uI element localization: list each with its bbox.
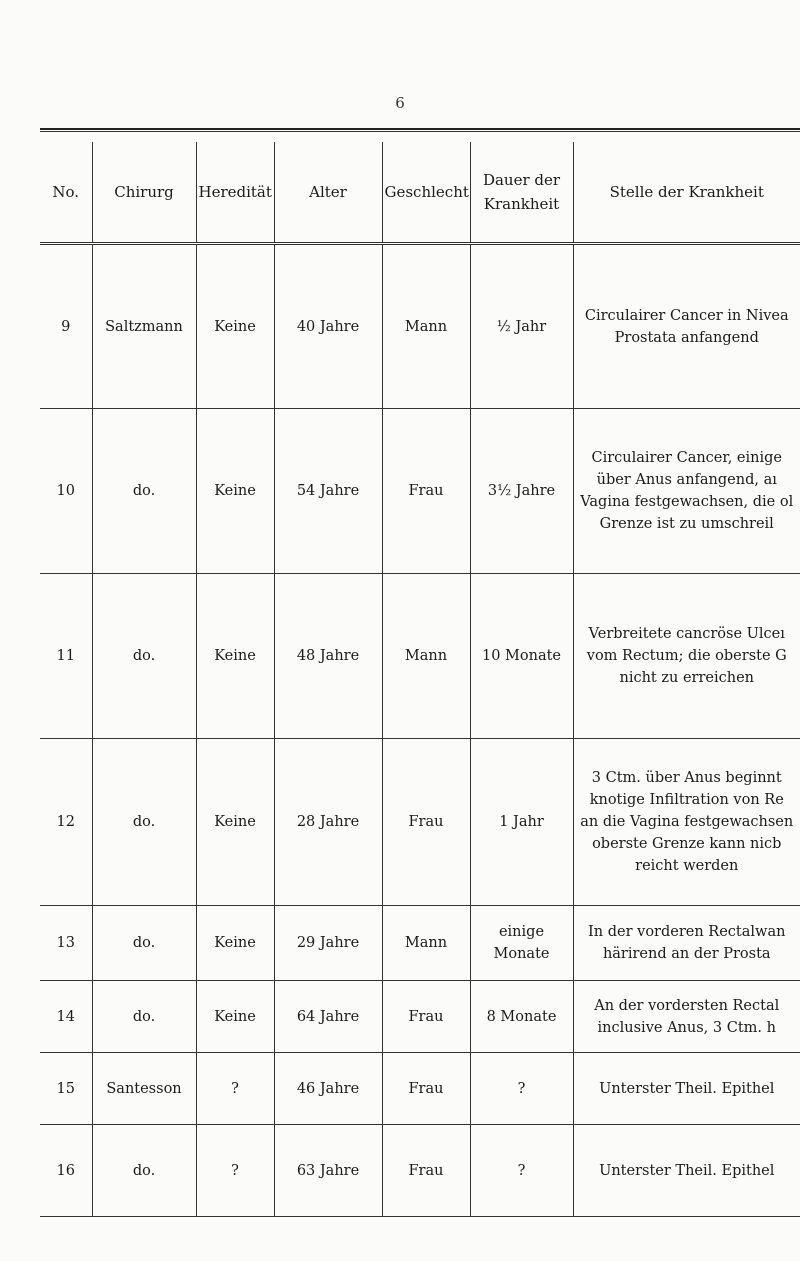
cell-alter: 63 Jahre <box>274 1125 382 1217</box>
cell-dauer: 10 Monate <box>470 574 573 739</box>
stelle-line: inclusive Anus, 3 Ctm. h <box>597 1019 776 1036</box>
cell-alter: 64 Jahre <box>274 981 382 1053</box>
stelle-line: reicht werden <box>635 858 739 874</box>
cell-chirurg: Santesson <box>92 1053 196 1125</box>
stelle-line: vom Rectum; die oberste G <box>586 648 787 664</box>
header-dauer: Dauer der Krankheit <box>470 142 573 244</box>
stelle-line: an die Vagina festgewachsen <box>580 814 794 830</box>
cell-stelle <box>573 409 800 574</box>
stelle-line: 3 Ctm. über Anus beginnt <box>591 770 782 786</box>
case-table <box>40 142 800 1217</box>
cell-no: 14 <box>40 981 92 1053</box>
table-row <box>40 244 800 409</box>
cell-no: 9 <box>40 244 92 409</box>
cell-no: 15 <box>40 1053 92 1125</box>
cell-hereditat: Keine <box>196 981 274 1053</box>
cell-stelle <box>573 1125 800 1217</box>
cell-dauer: 3½ Jahre <box>470 409 573 574</box>
stelle-line: Circulairer Cancer in Nivea <box>584 307 789 324</box>
stelle-line: oberste Grenze kann nicb <box>592 836 782 852</box>
stelle-line: Verbreitete cancröse Ulceı <box>588 626 785 642</box>
table-row <box>40 1053 800 1125</box>
cell-dauer: ? <box>470 1125 573 1217</box>
page-number: 6 <box>395 94 405 112</box>
stelle-line: nicht zu erreichen <box>619 670 754 686</box>
stelle-line: An der vordersten Rectal <box>594 997 780 1014</box>
header-no: No. <box>40 142 92 244</box>
header-alter: Alter <box>274 142 382 244</box>
cell-stelle <box>573 981 800 1053</box>
stelle-line: Circulairer Cancer, einige <box>591 450 782 466</box>
cell-stelle <box>573 739 800 906</box>
cell-chirurg: do. <box>92 981 196 1053</box>
cell-hereditat: ? <box>196 1125 274 1217</box>
stelle-line: knotige Infiltration von Re <box>589 792 784 808</box>
cell-chirurg: do. <box>92 906 196 981</box>
cell-alter: 29 Jahre <box>274 906 382 981</box>
cell-alter: 46 Jahre <box>274 1053 382 1125</box>
header-row <box>40 142 800 244</box>
cell-alter: 54 Jahre <box>274 409 382 574</box>
top-rule <box>40 128 800 130</box>
stelle-line: über Anus anfangend, aı <box>596 472 777 488</box>
cell-hereditat: Keine <box>196 574 274 739</box>
cell-stelle <box>573 906 800 981</box>
stelle-line: Vagina festgewachsen, die ol <box>580 494 794 510</box>
top-rule-thin <box>40 131 800 132</box>
cell-no: 13 <box>40 906 92 981</box>
cell-hereditat: Keine <box>196 906 274 981</box>
table-row <box>40 906 800 981</box>
cell-no: 12 <box>40 739 92 906</box>
header-chirurg: Chirurg <box>92 142 196 244</box>
cell-chirurg: Saltzmann <box>92 244 196 409</box>
cell-no: 16 <box>40 1125 92 1217</box>
cell-geschlecht: Mann <box>382 244 470 409</box>
cell-chirurg: do. <box>92 1125 196 1217</box>
cell-geschlecht: Frau <box>382 1053 470 1125</box>
cell-hereditat: Keine <box>196 244 274 409</box>
cell-dauer: 8 Monate <box>470 981 573 1053</box>
stelle-line: Unterster Theil. Epithel <box>599 1162 775 1179</box>
case-table-container <box>40 142 800 1217</box>
cell-alter: 28 Jahre <box>274 739 382 906</box>
cell-dauer: einige Monate <box>470 906 573 981</box>
cell-alter: 40 Jahre <box>274 244 382 409</box>
table-row <box>40 981 800 1053</box>
table-row <box>40 409 800 574</box>
stelle-line: Prostata anfangend <box>614 329 759 346</box>
cell-chirurg: do. <box>92 574 196 739</box>
stelle-line: In der vorderen Rectalwan <box>588 924 786 940</box>
cell-geschlecht: Frau <box>382 409 470 574</box>
table-row <box>40 1125 800 1217</box>
stelle-line: Unterster Theil. Epithel <box>599 1080 775 1097</box>
table-row <box>40 739 800 906</box>
cell-hereditat: Keine <box>196 409 274 574</box>
cell-no: 11 <box>40 574 92 739</box>
cell-stelle <box>573 244 800 409</box>
cell-dauer: ½ Jahr <box>470 244 573 409</box>
cell-stelle <box>573 574 800 739</box>
stelle-line: Grenze ist zu umschreil <box>599 516 774 532</box>
header-stelle: Stelle der Krankheit <box>573 142 800 244</box>
cell-geschlecht: Frau <box>382 739 470 906</box>
cell-geschlecht: Mann <box>382 574 470 739</box>
cell-geschlecht: Frau <box>382 981 470 1053</box>
cell-dauer: ? <box>470 1053 573 1125</box>
stelle-line: härirend an der Prosta <box>602 946 771 962</box>
cell-hereditat: ? <box>196 1053 274 1125</box>
cell-chirurg: do. <box>92 739 196 906</box>
header-geschlecht: Geschlecht <box>382 142 470 244</box>
cell-alter: 48 Jahre <box>274 574 382 739</box>
header-hereditat: Heredität <box>196 142 274 244</box>
cell-chirurg: do. <box>92 409 196 574</box>
cell-hereditat: Keine <box>196 739 274 906</box>
cell-stelle <box>573 1053 800 1125</box>
cell-geschlecht: Frau <box>382 1125 470 1217</box>
cell-geschlecht: Mann <box>382 906 470 981</box>
cell-no: 10 <box>40 409 92 574</box>
cell-dauer: 1 Jahr <box>470 739 573 906</box>
table-row <box>40 574 800 739</box>
